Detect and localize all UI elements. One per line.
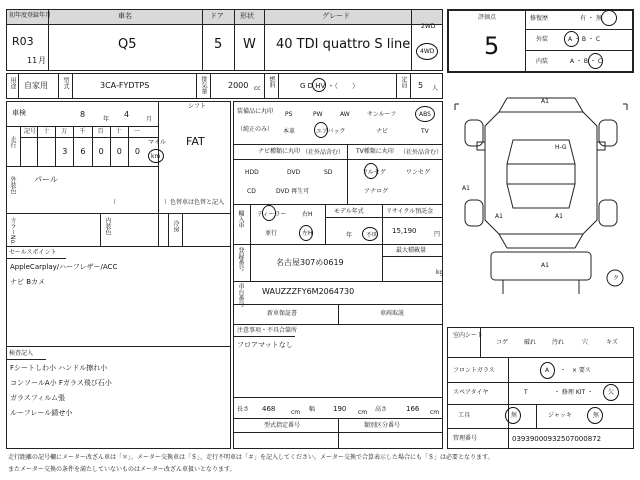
displacement-label: 排気量 <box>200 76 207 94</box>
capacity-value: 5 <box>418 81 424 90</box>
diagram-mark-ku: ク <box>613 275 620 282</box>
tools-none-circle <box>505 407 521 424</box>
km-circle <box>148 149 164 163</box>
mileage-unit-km: km <box>151 153 161 160</box>
equipment-label: 装備品に丸印 <box>237 108 274 115</box>
inspector-note-line: ガラスフィルム張 <box>10 394 65 402</box>
mileage-cell: 一 0 <box>133 128 140 156</box>
inspection-month-unit: 月 <box>146 116 153 123</box>
seat-option: コゲ <box>496 339 509 346</box>
left-hand-circle <box>299 225 313 241</box>
max-load-label: 最大積載量 <box>396 247 427 254</box>
manage-number: 0393900093250700087​2 <box>512 435 602 443</box>
grade-score: 5 <box>484 32 500 60</box>
dealer-option: ディーラー <box>257 211 287 218</box>
header-label-strip <box>6 9 443 25</box>
shift-value: FAT <box>186 135 205 148</box>
height-unit: cm <box>430 409 440 416</box>
mileage-cell: 千 6 <box>74 126 92 166</box>
tv-option: フルセグ <box>362 169 386 176</box>
inspection-month: 4 <box>124 110 130 119</box>
shape: W <box>243 37 256 52</box>
inspector-note-line: ルーフレール錆せ小 <box>10 409 73 417</box>
owner-manual: 車両取説 <box>380 310 405 317</box>
glass-a-circle <box>540 362 555 379</box>
repair-history-options: 有 ・ 無 <box>580 15 602 22</box>
equipment-item: PW <box>313 111 323 118</box>
interior-color-label: 内装色 <box>104 217 111 235</box>
class-number-label: 類別区分番号 <box>364 422 401 429</box>
reg-month: 11 <box>27 56 38 65</box>
car-name-label: 車名 <box>118 12 132 20</box>
fuel-d-circle <box>312 78 326 92</box>
model-year-label: モデル年式 <box>334 208 364 215</box>
right-hand-option: 右H <box>302 211 313 218</box>
model-year-unit: 年 <box>346 232 353 239</box>
equipment-sublabel: （純正のみ） <box>237 126 274 133</box>
mileage-cell: 十 <box>38 126 56 166</box>
equipment-item: AW <box>340 111 350 118</box>
fuel-options: G D HV ・（ ） <box>300 82 360 90</box>
recycle-amount: 15,190 <box>392 227 417 235</box>
car-damage-diagram <box>447 80 634 325</box>
front-glass-a: A <box>545 367 550 374</box>
door-label: ドア <box>210 12 224 20</box>
navi-label: ナビ種類に丸印 <box>258 148 301 155</box>
navi-option: HDD <box>245 169 259 176</box>
manage-number-label: 管理番号 <box>453 435 478 442</box>
inspection-year-unit: 年 <box>103 116 110 123</box>
equipment-item: ナビ <box>376 128 389 135</box>
model-value: 3CA-FYDTPS <box>100 81 150 90</box>
registration-value: 名古屋307め0619 <box>276 258 344 267</box>
grade-label: グレード <box>322 12 350 20</box>
seat-option: キズ <box>606 339 618 346</box>
navi-option: CD <box>247 188 256 195</box>
width-label: 幅 <box>309 406 316 413</box>
unknown-circle <box>362 227 378 241</box>
reg-year: R03 <box>12 35 34 48</box>
chassis-value: WAUZZZFY6M2064730 <box>262 287 355 296</box>
fuel-label: 燃料 <box>268 76 275 88</box>
tv-sublabel: （社外品含む） <box>400 149 443 156</box>
tv-label: TV種類に丸印 <box>356 148 394 155</box>
dealer-circle <box>262 205 276 221</box>
capacity-unit: 人 <box>432 85 439 92</box>
front-glass-label: フロントガラス <box>453 367 495 374</box>
tv-option: アナログ <box>364 188 389 195</box>
new-car-warranty: 新車保証書 <box>267 310 298 317</box>
reg-year-label: 初年度登録年月 <box>9 12 52 19</box>
sales-point-line: AppleCarplay/ハーフレザー/ACC <box>10 263 118 271</box>
importer-label: 輸入車 <box>237 210 244 228</box>
width-value: 190 <box>333 405 347 413</box>
height-value: 166 <box>406 405 420 413</box>
mileage-digit-grid <box>20 126 146 166</box>
doors: 5 <box>214 37 223 52</box>
max-load-unit: kg <box>436 269 444 276</box>
inspector-notes-label: 検査記入 <box>9 350 34 357</box>
jack-none-circle <box>587 407 603 424</box>
diagram-mark-a1-mid: A1 <box>541 262 549 269</box>
drive-4wd-circle <box>416 43 438 60</box>
model-label: 型式 <box>62 77 69 89</box>
seat-label: 室内シート <box>453 332 484 339</box>
mileage-cell: 万 3 <box>56 126 74 166</box>
length-unit: cm <box>291 409 301 416</box>
seat-option: 穴 <box>582 339 589 346</box>
equipment-item: PS <box>285 111 293 118</box>
exterior-score-options: A ・ B ・ C <box>568 36 601 43</box>
length-value: 468 <box>262 405 276 413</box>
capacity-label: 定員 <box>400 76 407 88</box>
spare-none-circle <box>603 384 619 401</box>
tv-option: ワンセグ <box>406 169 431 176</box>
footer-note-line2: またメーター交換の条件を満たしていないものはメーター改ざん車扱いとなります。 <box>8 466 236 473</box>
interior-score-label: 内装 <box>536 58 549 65</box>
caution-label: 注意事項・不具合箇所 <box>237 327 298 334</box>
spare-tire-label: スペアタイヤ <box>453 389 489 396</box>
grade: 40 TDI quattro S line <box>276 37 411 52</box>
diagram-mark-huc: H-G <box>555 144 567 151</box>
exterior-score-label: 外装 <box>536 36 549 43</box>
spare-tire-t: T <box>524 389 528 396</box>
seat-option: 汚れ <box>552 339 565 346</box>
use-value: 自家用 <box>24 81 48 90</box>
jack-none: 無 <box>593 412 600 419</box>
recycle-label: リサイクル預託金 <box>386 208 434 215</box>
spare-tire-kit: ・ 修理 KIT ・ <box>554 389 594 396</box>
sales-point-line: ナビ Bカメ <box>10 278 46 286</box>
diagram-mark-a1-left: A1 <box>462 185 470 192</box>
navi-option: DVD <box>287 169 301 176</box>
displacement-unit: cc <box>254 85 261 92</box>
diagram-mark-a1-side2: A1 <box>555 213 563 220</box>
abs-circle <box>415 106 435 122</box>
repair-history-label: 修復歴 <box>530 15 549 22</box>
spare-tire-none: 欠 <box>608 389 615 396</box>
displacement-value: 2000 <box>228 81 249 90</box>
front-glass-rest: ・ × 要ス <box>560 367 591 374</box>
interior-score-options: A ・ B ・ C <box>570 58 603 65</box>
color-label: 外装色 <box>9 176 16 194</box>
length-label: 長さ <box>237 406 250 413</box>
parallel-option: 並行 <box>265 230 278 237</box>
inspection-year: 8 <box>80 110 86 119</box>
model-year-unknown: 不明 <box>366 232 379 239</box>
shape-label: 形状 <box>240 12 254 20</box>
seat-option: 破れ <box>524 339 537 346</box>
equipment-item: TV <box>421 128 429 135</box>
use-label: 用途 <box>9 77 16 89</box>
grade-score-label: 評価点 <box>478 14 497 21</box>
mileage-unit-mile: マイル <box>148 139 166 146</box>
inspector-note-line: コンソールA小 Fガラス飛び石小 <box>10 379 112 387</box>
mileage-cell: 百 0 <box>93 126 111 166</box>
mileage-cell: 記号 <box>20 126 38 166</box>
tools-none: 無 <box>511 412 518 419</box>
drive-2wd: 2WD <box>421 23 436 30</box>
aircon-label: 冷房 <box>172 220 179 232</box>
diagram-mark-a1-top: A1 <box>541 98 549 105</box>
navi-option: DVD 再生可 <box>276 188 310 195</box>
car-name: Q5 <box>118 37 137 52</box>
navi-option: SD <box>324 169 333 176</box>
width-unit: cm <box>358 409 368 416</box>
interior-b-circle <box>588 53 603 69</box>
chassis-label: 車台番号 <box>237 283 244 307</box>
inspector-note-line: Fシートしわ小 ハンドル擦れ小 <box>10 364 108 372</box>
fullseg-circle <box>364 163 378 179</box>
jack-label: ジャッキ <box>548 412 572 419</box>
equipment-item: ABS <box>419 111 431 118</box>
equipment-item: サンルーフ <box>367 111 397 118</box>
equipment-item: エアバック <box>316 128 346 135</box>
color-value: パール <box>34 175 58 184</box>
color-no-label: カラーNo. <box>9 217 16 245</box>
exterior-a-circle <box>564 31 579 47</box>
registration-label: 登録番号 <box>237 247 244 271</box>
airbag-circle <box>314 122 328 138</box>
sales-points-label: セールスポイント <box>9 249 57 256</box>
reg-month-unit: 月 <box>38 56 46 65</box>
navi-sublabel: （社外品含む） <box>302 149 345 156</box>
height-label: 高さ <box>375 406 388 413</box>
shift-label: シフト <box>188 103 207 110</box>
left-hand-option: 左H <box>302 230 313 237</box>
type-approval-label: 型式指定番号 <box>264 422 301 429</box>
mileage-cell: 十 0 <box>111 126 129 166</box>
mileage-label: 走行 <box>9 136 16 148</box>
caution-text: フロアマットなし <box>237 341 293 349</box>
recycle-yen: 円 <box>434 231 441 238</box>
color-note: （ ）色替車は色替と記入 <box>110 199 225 206</box>
drive-4wd: 4WD <box>420 48 435 55</box>
inspection-label: 車検 <box>12 109 26 117</box>
repair-none-circle <box>601 10 617 26</box>
diagram-mark-a1-side1: A1 <box>495 213 503 220</box>
tools-label: 工具 <box>458 412 471 419</box>
footer-note-line1: 走行距離の記号欄にメーター改ざん車は「＊」、メーター交換車は「＄」、走行不明車は「＃」を記入してください。メーター交換で合算表示した場合にも「＄」は必要となります。 <box>8 454 494 461</box>
equipment-item: 本革 <box>283 128 296 135</box>
